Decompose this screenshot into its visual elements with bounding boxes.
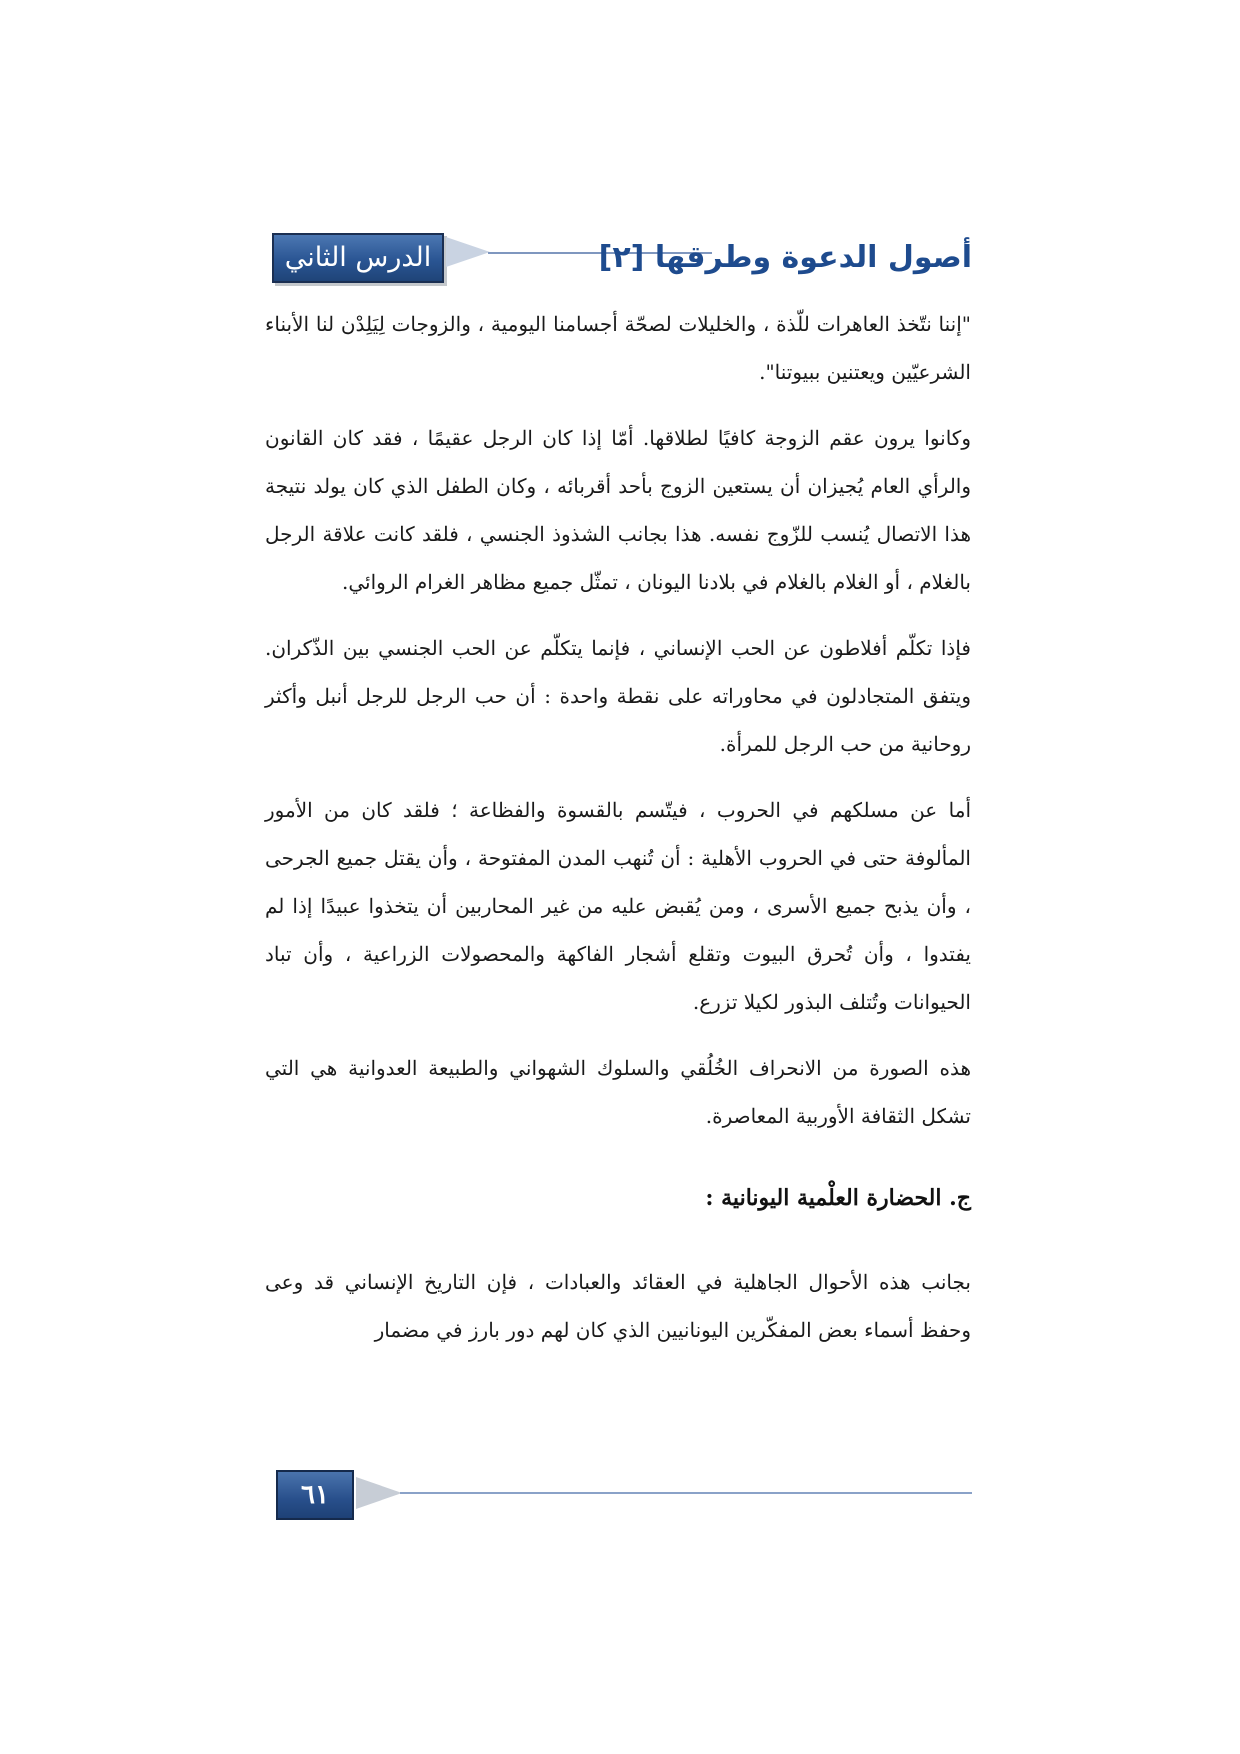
page-number-badge: ٦١ <box>276 1470 354 1520</box>
book-title: أصول الدعوة وطرقها [٢] <box>598 240 972 275</box>
body-paragraph: فإذا تكلّم أفلاطون عن الحب الإنساني ، فإنما يتكلّم عن الحب الجنسي بين الذّكران. ويتفق المتجادلون في محاوراته على نقطة واحدة : أن حب الرجل للرجل أنبل وأكثر روحانية من حب الرجل للمرأة. <box>265 636 971 756</box>
footer-wedge-decoration <box>356 1477 402 1509</box>
page-footer <box>276 1470 972 1522</box>
closing-paragraph: بجانب هذه الأحوال الجاهلية في العقائد والعبادات ، فإن التاريخ الإنساني قد وعى وحفظ أسماء بعض المفكّرين اليونانيين الذي كان لهم دور بارز في مضمار <box>265 1270 971 1342</box>
quote-paragraph: "إننا نتّخذ العاهرات للّذة ، والخليلات لصحّة أجسامنا اليومية ، والزوجات لِيَلِدْن لنا الأبناء الشرعيّين ويعتنين ببيوتنا". <box>265 312 971 384</box>
body-paragraph: وكانوا يرون عقم الزوجة كافيًا لطلاقها. أمّا إذا كان الرجل عقيمًا ، فقد كان القانون والرأي العام يُجيزان أن يستعين الزوج بأحد أقربائه ، وكان الطفل الذي كان يولد نتيجة هذا الاتصال يُنسب للزّوج نفسه. هذا بجانب الشذوذ الجنسي ، فلقد كانت علاقة الرجل بالغلام ، أو الغلام بالغلام في بلادنا اليونان ، تمثّل جميع مظاهر الغرام الروائي. <box>265 426 971 594</box>
body-paragraph: أما عن مسلكهم في الحروب ، فيتّسم بالقسوة والفظاعة ؛ فلقد كان من الأمور المألوفة حتى في الحروب الأهلية : أن تُنهب المدن المفتوحة ، وأن يقتل جميع الجرحى ، وأن يذبح جميع الأسرى ، ومن يُقبض عليه من غير المحاربين أن يتخذوا عبيدًا إذا لم يفتدوا ، وأن تُحرق البيوت وتقلع أشجار الفاكهة والمحصولات الزراعية ، وأن تباد الحيوانات وتُتلف البذور لكيلا تزرع. <box>265 798 971 1014</box>
section-heading: ج. الحضارة العلْمية اليونانية : <box>705 1185 971 1211</box>
footer-rule-line <box>400 1492 972 1494</box>
lesson-badge: الدرس الثاني <box>272 233 444 283</box>
body-paragraph: هذه الصورة من الانحراف الخُلُقي والسلوك الشهواني والطبيعة العدوانية هي التي تشكل الثقافة الأوربية المعاصرة. <box>265 1056 971 1128</box>
page-header <box>272 228 972 288</box>
header-wedge-decoration <box>446 237 490 267</box>
page-body <box>265 300 971 1372</box>
